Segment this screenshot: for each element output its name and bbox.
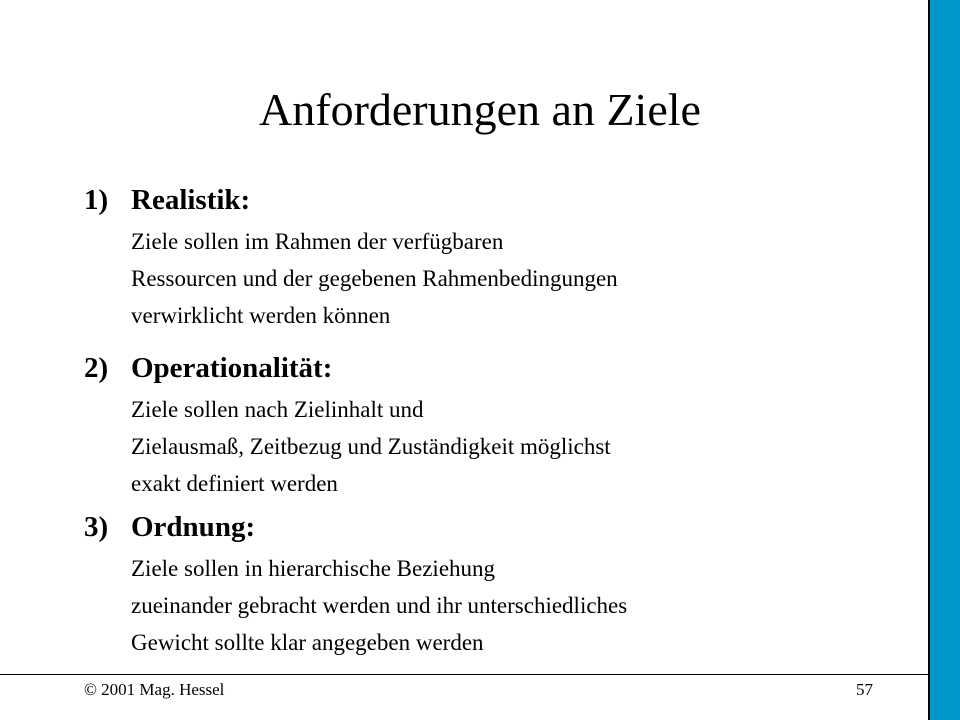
description-line: zueinander gebracht werden und ihr unterschiedliches [131,593,628,618]
item-heading: Ordnung: [131,511,256,543]
footer-divider [0,674,928,675]
description-line: Ziele sollen im Rahmen der verfügbaren [131,229,504,254]
description-line: Ressourcen und der gegebenen Rahmenbedingungen [131,266,618,291]
item-heading: Operationalität: [131,352,333,384]
item-description [131,223,911,334]
description-line: Gewicht sollte klar angegeben werden [131,630,484,655]
item-heading: Realistik: [131,184,251,216]
footer-page-number: 57 [856,680,873,699]
item-number: 2) [84,352,109,384]
item-description [131,550,911,661]
item-content [131,183,911,334]
footer-copyright: © 2001 Mag. Hessel [84,680,225,699]
slide-title: Anforderungen an Ziele [259,84,701,135]
description-line: Ziele sollen in hierarchische Beziehung [131,556,496,581]
item-description [131,391,911,502]
item-content [131,351,911,502]
item-content [131,510,911,661]
item-number: 3) [84,511,109,543]
description-line: verwirklicht werden können [131,303,391,328]
description-line: Ziele sollen nach Zielinhalt und [131,397,424,422]
item-number: 1) [84,184,109,216]
description-line: exakt definiert werden [131,471,338,496]
description-line: Zielausmaß, Zeitbezug und Zuständigkeit möglichst [131,434,611,459]
